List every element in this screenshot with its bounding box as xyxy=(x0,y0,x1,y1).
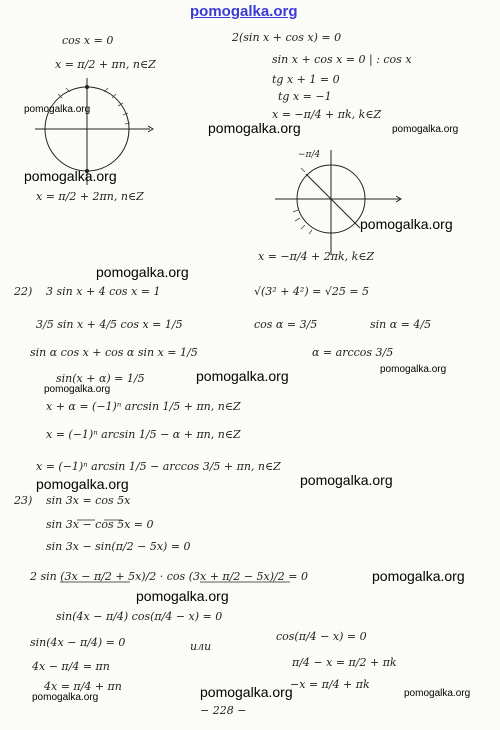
watermark: pomogalka.org xyxy=(36,476,129,492)
equation-line: sin α = 4/5 xyxy=(370,318,432,331)
page-number: − 228 − xyxy=(200,704,247,717)
watermark: pomogalka.org xyxy=(200,684,293,700)
equation-line: tg x + 1 = 0 xyxy=(272,73,340,86)
right-circle-hatch xyxy=(293,168,312,234)
right-unit-circle xyxy=(275,150,401,255)
point-top xyxy=(85,85,89,89)
equation-line: 3 sin x + 4 cos x = 1 xyxy=(46,285,161,298)
equation-line: x = (−1)ⁿ arcsin 1/5 − α + πn, n∈Z xyxy=(46,428,241,441)
equation-line: tg x = −1 xyxy=(278,90,332,103)
watermark: pomogalka.org xyxy=(300,472,393,488)
equation-line: sin(4x − π/4) cos(π/4 − x) = 0 xyxy=(56,610,223,623)
watermark: pomogalka.org xyxy=(392,124,459,135)
equation-line: sin(4x − π/4) = 0 xyxy=(30,636,126,649)
problem-number: 22) xyxy=(14,285,33,298)
watermark: pomogalka.org xyxy=(24,104,91,115)
equation-line: 3/5 sin x + 4/5 cos x = 1/5 xyxy=(36,318,183,331)
conjunction-word: или xyxy=(190,640,212,653)
equation-line: sin 3x = cos 5x xyxy=(46,494,131,507)
watermark: pomogalka.org xyxy=(360,216,453,232)
equation-line: x = π/2 + 2πn, n∈Z xyxy=(36,190,144,203)
equation-line: 4x = π/4 + πn xyxy=(44,680,122,693)
watermark: pomogalka.org xyxy=(96,264,189,280)
equation-line: 2 sin (3x − π/2 + 5x)/2 · cos (3x + π/2 − 5x)/2 = 0 xyxy=(30,570,308,583)
equation-line: sin α cos x + cos α sin x = 1/5 xyxy=(30,346,198,359)
equation-line: √(3² + 4²) = √25 = 5 xyxy=(254,285,370,298)
site-watermark-top: pomogalka.org xyxy=(190,3,298,20)
equation-line: cos α = 3/5 xyxy=(254,318,318,331)
watermark: pomogalka.org xyxy=(372,568,465,584)
equation-line: sin 3x − sin(π/2 − 5x) = 0 xyxy=(46,540,191,553)
equation-line: 2(sin x + cos x) = 0 xyxy=(232,31,342,44)
angle-label: −π/4 xyxy=(298,150,321,160)
equation-line: π/4 − x = π/2 + πk xyxy=(292,656,397,669)
watermark: pomogalka.org xyxy=(32,692,99,703)
problem-number: 23) xyxy=(14,494,33,507)
equation-line: sin(x + α) = 1/5 xyxy=(56,372,145,385)
equation-line: cos(π/4 − x) = 0 xyxy=(276,630,367,643)
equation-line: x + α = (−1)ⁿ arcsin 1/5 + πn, n∈Z xyxy=(46,400,241,413)
equation-line: α = arccos 3/5 xyxy=(312,346,394,359)
watermark: pomogalka.org xyxy=(208,120,301,136)
equation-line: 4x − π/4 = πn xyxy=(32,660,110,673)
equation-line: −x = π/4 + πk xyxy=(290,678,370,691)
equation-line: sin 3x − cos 5x = 0 xyxy=(46,518,154,531)
watermark: pomogalka.org xyxy=(136,588,229,604)
watermark: pomogalka.org xyxy=(196,368,289,384)
equation-line: cos x = 0 xyxy=(62,34,114,47)
watermark: pomogalka.org xyxy=(24,168,117,184)
equation-line: sin x + cos x = 0 | : cos x xyxy=(272,53,412,66)
equation-line: x = −π/4 + πk, k∈Z xyxy=(272,108,382,121)
equation-line: x = (−1)ⁿ arcsin 1/5 − arccos 3/5 + πn, n∈Z xyxy=(36,460,281,473)
equation-line: x = −π/4 + 2πk, k∈Z xyxy=(258,250,375,263)
watermark: pomogalka.org xyxy=(380,364,447,375)
equation-line: x = π/2 + πn, n∈Z xyxy=(55,58,156,71)
watermark: pomogalka.org xyxy=(404,688,471,699)
watermark: pomogalka.org xyxy=(44,384,111,395)
